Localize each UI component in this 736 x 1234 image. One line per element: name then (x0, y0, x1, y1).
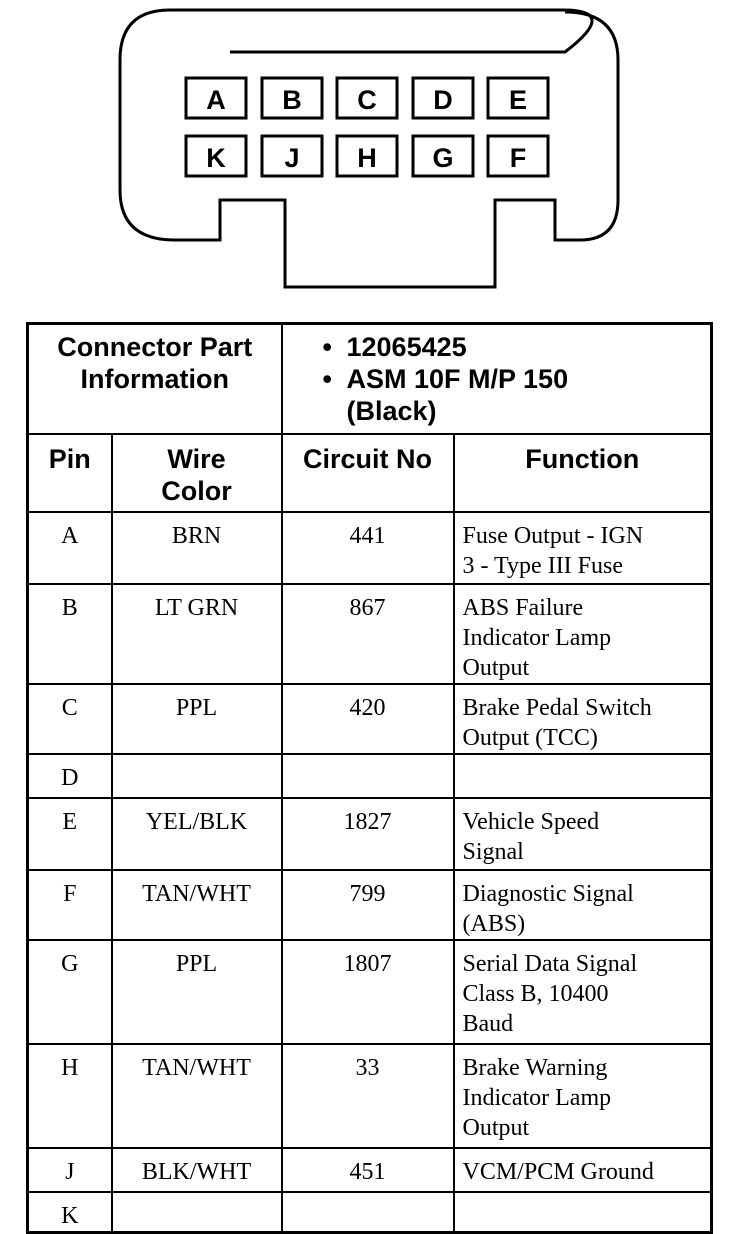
table-row (28, 1148, 712, 1192)
assembly-item (283, 363, 711, 395)
connector-face-diagram (0, 0, 736, 300)
function-cell (454, 940, 712, 1044)
function-line: Indicator Lamp (462, 1084, 612, 1111)
function-cell (454, 798, 712, 870)
pin-cavity-C (337, 78, 397, 118)
bullet-icon: • (322, 364, 332, 394)
pin-cell: D (28, 754, 112, 798)
part-info-row (28, 324, 712, 434)
column-header-row (28, 434, 712, 512)
pin-label-A: A (206, 85, 226, 115)
function-line: Indicator Lamp (462, 624, 612, 651)
function-cell (454, 754, 712, 798)
function-line: Diagnostic Signal (462, 880, 634, 907)
wire-color-cell: YEL/BLK (112, 798, 282, 870)
circuit-no-cell: 1807 (282, 940, 454, 1044)
pin-cavity-J (262, 136, 322, 176)
part-info-values (282, 324, 712, 434)
pin-cavity-G (413, 136, 473, 176)
function-line: Brake Pedal Switch (462, 694, 652, 721)
column-header-wire-line1: Wire (167, 443, 226, 474)
column-header-wire-color (112, 434, 282, 512)
assembly-color: (Black) (346, 396, 437, 426)
assembly-name: ASM 10F M/P 150 (346, 364, 569, 394)
pin-label-D: D (433, 85, 453, 115)
pin-cavity-F (488, 136, 548, 176)
pin-cavity-A (186, 78, 246, 118)
pin-cell: C (28, 684, 112, 754)
wire-color-cell: PPL (112, 940, 282, 1044)
function-cell (454, 512, 712, 584)
circuit-no-cell: 451 (282, 1148, 454, 1192)
circuit-no-cell (282, 754, 454, 798)
part-number-item (283, 331, 711, 363)
pin-cell: J (28, 1148, 112, 1192)
table-row (28, 1192, 712, 1233)
pin-cell: A (28, 512, 112, 584)
function-line: Baud (462, 1010, 514, 1037)
pin-rows (28, 512, 712, 1233)
circuit-no-cell: 799 (282, 870, 454, 940)
pin-cell: E (28, 798, 112, 870)
pin-cavity-K (186, 136, 246, 176)
pin-row-top (186, 78, 548, 118)
pin-label-F: F (509, 143, 527, 173)
function-cell (454, 684, 712, 754)
circuit-no-cell: 441 (282, 512, 454, 584)
pin-cavity-B (262, 78, 322, 118)
part-info-label (28, 324, 282, 434)
table-row (28, 684, 712, 754)
wire-color-cell: PPL (112, 684, 282, 754)
pin-cell: F (28, 870, 112, 940)
table-row (28, 798, 712, 870)
function-line: Class B, 10400 (462, 980, 609, 1007)
column-header-circuit-no: Circuit No (282, 434, 454, 512)
wire-color-cell (112, 754, 282, 798)
pin-cavity-E (488, 78, 548, 118)
table-row (28, 584, 712, 684)
wire-color-cell: TAN/WHT (112, 1044, 282, 1148)
table-row (28, 940, 712, 1044)
part-number: 12065425 (346, 332, 467, 362)
function-line: ABS Failure (462, 594, 584, 621)
circuit-no-cell: 420 (282, 684, 454, 754)
wire-color-cell: BLK/WHT (112, 1148, 282, 1192)
pin-cell: H (28, 1044, 112, 1148)
circuit-no-cell: 867 (282, 584, 454, 684)
function-line: Output (462, 1114, 530, 1141)
part-info-label-line1: Connector Part (57, 332, 253, 362)
function-cell (454, 870, 712, 940)
table-row (28, 754, 712, 798)
circuit-no-cell: 1827 (282, 798, 454, 870)
pin-cell: G (28, 940, 112, 1044)
pin-label-J: J (284, 143, 300, 173)
function-cell (454, 1148, 712, 1192)
pin-label-E: E (508, 85, 528, 115)
wire-color-cell: BRN (112, 512, 282, 584)
bullet-icon: • (322, 332, 332, 362)
wire-color-cell: LT GRN (112, 584, 282, 684)
function-cell (454, 584, 712, 684)
function-line: Output (TCC) (462, 724, 598, 751)
pin-label-H: H (357, 143, 377, 173)
wire-color-cell: TAN/WHT (112, 870, 282, 940)
function-line: 3 - Type III Fuse (462, 552, 624, 579)
pin-cavity-H (337, 136, 397, 176)
column-header-wire-line2: Color (161, 475, 232, 506)
circuit-no-cell (282, 1192, 454, 1233)
pin-label-G: G (432, 143, 454, 173)
function-line: Output (462, 654, 530, 681)
function-line: Fuse Output - IGN (462, 522, 644, 549)
assembly-color-item (283, 395, 711, 427)
column-header-pin: Pin (28, 434, 112, 512)
column-header-function: Function (454, 434, 712, 512)
pin-label-B: B (282, 85, 302, 115)
pin-cell: B (28, 584, 112, 684)
table-row (28, 870, 712, 940)
pin-cavity-D (413, 78, 473, 118)
circuit-no-cell: 33 (282, 1044, 454, 1148)
table-row (28, 512, 712, 584)
function-line: Serial Data Signal (462, 950, 638, 977)
function-line: Signal (462, 838, 524, 865)
function-line: Vehicle Speed (462, 808, 600, 835)
pin-label-K: K (206, 143, 226, 173)
function-cell (454, 1044, 712, 1148)
function-line: VCM/PCM Ground (462, 1158, 654, 1185)
pin-cell: K (28, 1192, 112, 1233)
table-row (28, 1044, 712, 1148)
function-cell (454, 1192, 712, 1233)
connector-pinout-table (26, 322, 713, 1234)
part-info-label-line2: Information (80, 364, 229, 394)
function-line: (ABS) (462, 910, 526, 937)
function-line: Brake Warning (462, 1054, 608, 1081)
pin-label-C: C (357, 85, 377, 115)
pin-row-bottom (186, 136, 548, 176)
wire-color-cell (112, 1192, 282, 1233)
